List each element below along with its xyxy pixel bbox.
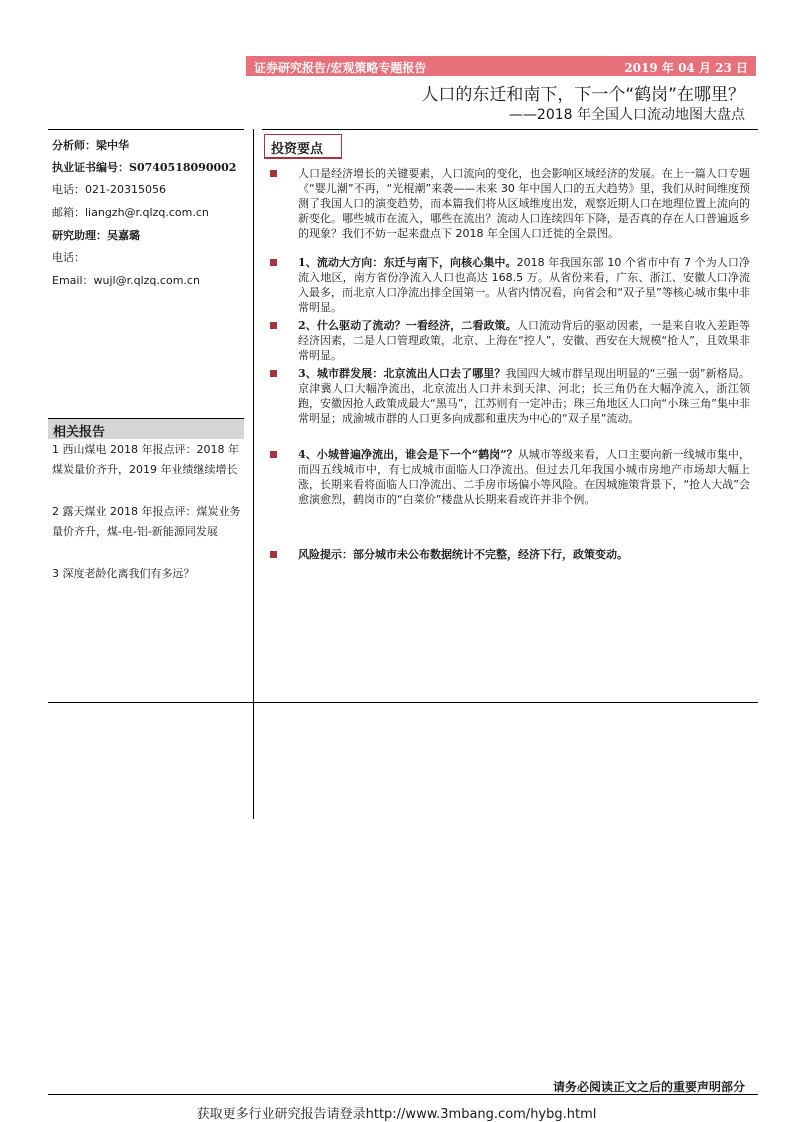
analyst-name: 梁中华 — [96, 139, 129, 152]
license-number: S0740518090002 — [129, 161, 237, 174]
bullet-square — [270, 551, 277, 558]
license-row — [52, 159, 236, 175]
phone-row — [52, 181, 166, 197]
disclaimer-note: 请务必阅读正文之后的重要声明部分 — [552, 1080, 745, 1094]
risk-warning: 风险提示：部分城市未公布数据统计不完整，经济下行，政策变动。 — [298, 548, 628, 561]
point-4-body: 从城市等级来看，人口主要向新一线城市集中，而四五线城市中，有七成城市面临人口净流出。但过去几年我国小城市房地产市场却大幅上涨，长期来看将面临人口净流出、二手房市场偏小等风险。在因城施策背景下，“抢人大战”会愈演愈烈，鹤岗市的“白菜价”楼盘从长期来看或许并非个例。 — [298, 448, 750, 506]
assistant-name: 吴嘉璐 — [107, 229, 140, 242]
investment-highlights-title: 投资要点 — [271, 142, 324, 157]
assistant-row — [52, 227, 140, 243]
email-address[interactable]: liangzh@r.qlzq.com.cn — [85, 206, 209, 219]
point-1-body: 2018 年我国东部 10 个省市中有 7 个为人口净流入地区，南方省份净流入人口也高达 168.5 万。从省份来看，广东、浙江、安徽人口净流入最多，而北京人口净流出排全国第一。从省内情况看，向省会和“双子星”等核心城市集中非常明显。 — [298, 256, 750, 314]
assistant-email-row — [52, 272, 200, 288]
assistant-email-label: Email： — [52, 274, 94, 287]
point-1-paragraph — [298, 255, 750, 315]
assistant-phone-label: 电话： — [52, 251, 85, 264]
license-label: 执业证书编号： — [52, 161, 129, 174]
email-row — [52, 204, 209, 220]
bullet-square — [270, 259, 277, 266]
footer-link[interactable]: 获取更多行业研究报告请登录http://www.3mbang.com/hybg.html — [196, 1107, 597, 1122]
bullet-square — [270, 170, 277, 177]
related-report-item[interactable]: 1 西山煤电 2018 年报点评：2018 年煤炭量价齐升，2019 年业绩继续增长 — [52, 443, 239, 476]
assistant-phone-row — [52, 249, 85, 265]
point-4-heading: 4、小城普遍净流出，谁会是下一个“鹤岗”？ — [298, 448, 518, 461]
point-3-heading: 3、城市群发展：北京流出人口去了哪里？ — [298, 367, 506, 380]
analyst-name-label: 分析师： — [52, 139, 96, 152]
point-2-paragraph — [298, 318, 750, 363]
analyst-name-row — [52, 137, 129, 153]
assistant-email-address[interactable]: wujl@r.qlzq.com.cn — [93, 274, 200, 287]
related-reports-header — [48, 418, 244, 439]
point-1-heading: 1、流动大方向：东迁与南下，向核心集中。 — [298, 256, 517, 269]
assistant-label: 研究助理： — [52, 229, 107, 242]
bullet-square — [270, 451, 277, 458]
point-2-heading: 2、什么驱动了流动？一看经济，二看政策。 — [298, 319, 517, 332]
phone-label: 电话： — [52, 183, 85, 196]
phone-number: 021-20315056 — [85, 183, 166, 196]
report-category: 证券研究报告/宏观策略专题报告 — [254, 61, 427, 75]
report-subtitle: ——2018 年全国人口流动地图大盘点 — [508, 107, 745, 123]
report-header-bar — [246, 56, 756, 76]
point-4-paragraph — [298, 447, 750, 507]
related-reports-title: 相关报告 — [53, 425, 106, 440]
point-3-paragraph — [298, 366, 750, 426]
report-date: 2019 年 04 月 23 日 — [624, 61, 748, 75]
bullet-square — [270, 322, 277, 329]
column-divider — [253, 129, 254, 819]
divider-left — [48, 129, 244, 130]
related-report-item[interactable]: 2 露天煤业 2018 年报点评：煤炭业务量价齐升，煤-电-铝-新能源同发展 — [52, 505, 241, 538]
investment-highlights-header — [264, 134, 342, 159]
email-label: 邮箱： — [52, 206, 85, 219]
point-2-body: 人口流动背后的驱动因素，一是来自收入差距等经济因素，二是人口管理政策，北京、上海在“控人”，安徽、西安在大规模“抢人”，且效果非常明显。 — [298, 319, 750, 362]
point-3-body: 我国四大城市群呈现出明显的“三强一弱”新格局。京津冀人口大幅净流出，北京流出人口并未到天津、河北；长三角仍在大幅净流入，浙江领跑，安徽因抢人政策成最大“黑马”，江苏则有一定冲击；珠三角地区人口向“小珠三角”集中非常明显；成渝城市群的人口更多向成都和重庆为中心的“双子星”流动。 — [298, 367, 750, 425]
footer-divider — [48, 1094, 758, 1095]
related-report-item[interactable]: 3 深度老龄化离我们有多远？ — [52, 567, 195, 580]
intro-paragraph: 人口是经济增长的关键要素，人口流向的变化，也会影响区域经济的发展。在上一篇人口专题《“婴儿潮”不再，“光棍潮”来袭——未来 30 年中国人口的五大趋势》里，我们从时间维度预测了我国人口的演变趋势，而本篇我们将从区域维度出发，观察近期人口在地理位置上流向的新变化。哪些城市在流入，哪些在流出？流动人口连续四年下降，是否真的存在人口普遍返乡的现象？我们不妨一起来盘点下 2018 年全国人口迁徙的全景图。 — [298, 167, 750, 240]
risk-paragraph — [298, 547, 750, 562]
section-bottom-rule — [48, 702, 758, 703]
bullet-square — [270, 370, 277, 377]
report-title: 人口的东迁和南下，下一个“鹤岗”在哪里？ — [421, 85, 745, 105]
divider-right — [262, 129, 758, 130]
